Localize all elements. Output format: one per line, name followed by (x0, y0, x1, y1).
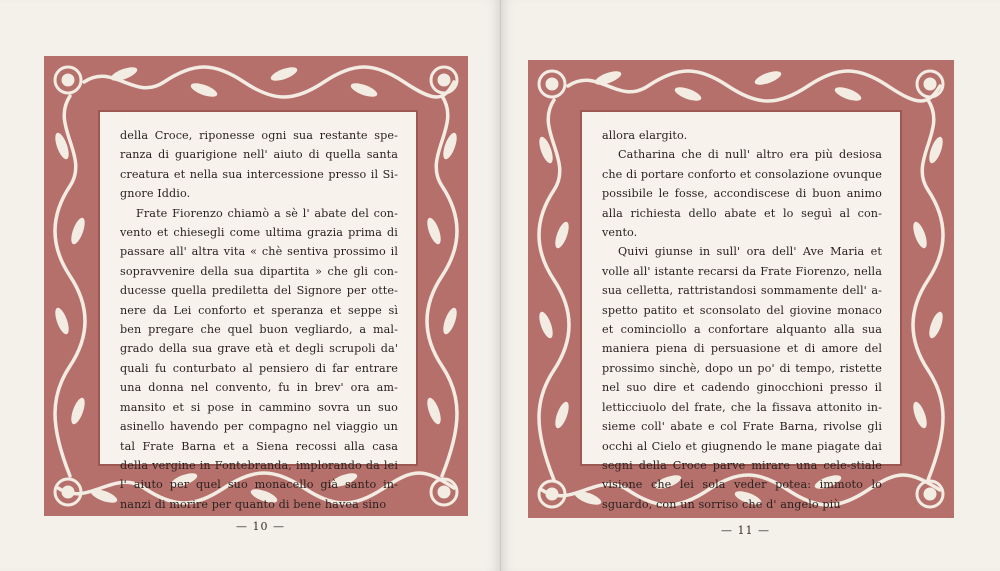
right-page (501, 0, 1000, 571)
left-page-text (120, 126, 398, 511)
left-text-panel (100, 112, 416, 511)
right-page-text (602, 126, 882, 511)
right-ornamental-border (528, 60, 954, 518)
right-text-panel (582, 112, 900, 511)
paragraph: Frate Fiorenzo chiamò a sè l' abate del con-vento et chiesegli come ultima grazia prima di passare all' altra vita « chè sentiva prossimo il sopravvenire della sua dipartita » che gli con-ducesse quella prediletta del Signore per otte-nere da Lei conforto et speranza et seppe sì ben pregare che quel buon vegliardo, a mal-grado della sua grave età et degli scrupoli da' quali fu conturbato al pensiero di far entrare una donna nel convento, fu in brev' ora am-mansito et si pose in cammino sovra un suo asinello havendo per compagno nel viaggio un tal Frate Barna et a Siena recossi alla casa della vergine in Fontebranda, implorando da lei l' aiuto per quel suo monacello già santo in-nanzi di morire per quanto di bene havea sino (120, 206, 398, 511)
left-ornamental-border (44, 56, 468, 516)
page-number: — 10 — (236, 520, 285, 533)
paragraph: Catharina che di null' altro era più desiosa che di portare conforto et consolazione ovunque possibile le fosse, accondiscese di buon animo alla richiesta dello abate et lo seguì al con-vento. (602, 148, 882, 240)
paragraph: della Croce, riponesse ogni sua restante spe-ranza di guarigione nell' aiuto di quella santa creatura et nella sua intercessione presso il Si-gnore Iddio. (120, 129, 398, 201)
page-number: — 11 — (721, 524, 770, 537)
paragraph: allora elargito. (602, 129, 688, 142)
paragraph: Quivi giunse in sull' ora dell' Ave Maria et volle all' istante recarsi da Frate Fiorenzo, nella sua celletta, rattristandosi sommamente dell' a-spetto patito et sconsolato del giovine monaco et cominciollo a confortare alquanto alla sua maniera piena di persuasione et di amore del prossimo sinchè, dopo un po' di tempo, ristette nel suo dire et cadendo ginocchioni presso il letticciuolo del frate, che la fissava attonito in-sieme coll' abate e col Frate Barna, rivolse gli occhi al Cielo et giugnendo le mane piagate dai segni della Croce parve mirare una cele-stiale visione che lei sola veder potea: immoto lo sguardo, con un sorriso che d' angelo più (602, 245, 882, 511)
